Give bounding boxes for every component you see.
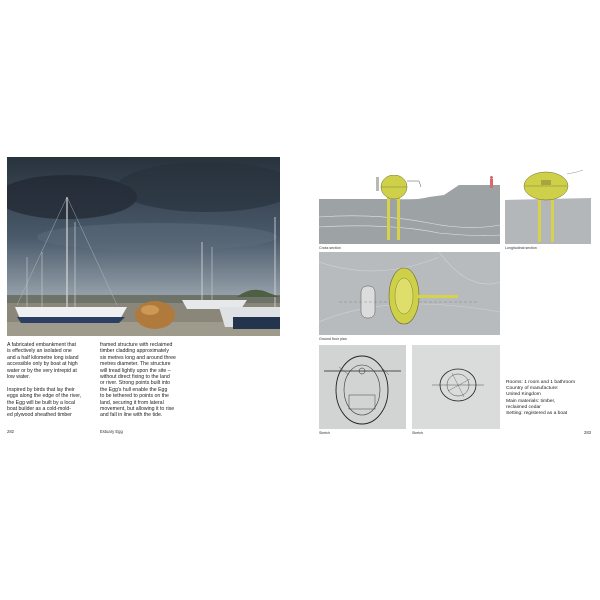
body-text-col1: A fabricated embankment that is effectively an isolated one and a half kilometre long island accessible only by boat at high water or by the very intrepid at low water. Inspired by birds that lay their eggs along the edge of the river, the Egg will be built by a local boat builder as a cold-mold- ed plywood sheathed timber <box>7 342 82 419</box>
sketch-drawing-1 <box>319 345 406 429</box>
right-page-number: 283 <box>584 430 591 435</box>
caption-ground-floor-plan: Ground floor plan <box>319 337 347 341</box>
ground-floor-plan-drawing <box>319 252 500 335</box>
project-info: Rooms: 1 room and 1 bathroom Country of manufacture: United Kingdom Main materials: timber, reclaimed cedar Setting: registered as a boat <box>506 380 576 417</box>
sketch-drawing-2 <box>412 345 500 429</box>
running-title: Estuary Egg <box>100 429 123 434</box>
caption-sketch-2: Sketch <box>412 431 423 435</box>
harbour-photo <box>7 157 280 336</box>
caption-longitudinal-section: Longitudinal section <box>505 246 537 250</box>
body-text-col2: framed structure with reclaimed timber cladding approximately six metres long and around three metres diameter. The structure will tread lightly upon the site – without direct fixing to the land or river. Strong points built into the Egg's hull enable the Egg to be tethered to points on the land, securing it from lateral movement, but allowing it to rise and fall in line with the tide. <box>100 342 176 419</box>
caption-sketch-1: Sketch <box>319 431 330 435</box>
caption-cross-section: Cross section <box>319 246 341 250</box>
left-page-number: 282 <box>7 429 14 434</box>
cross-section-drawing <box>319 175 500 244</box>
longitudinal-section-drawing <box>505 168 591 244</box>
